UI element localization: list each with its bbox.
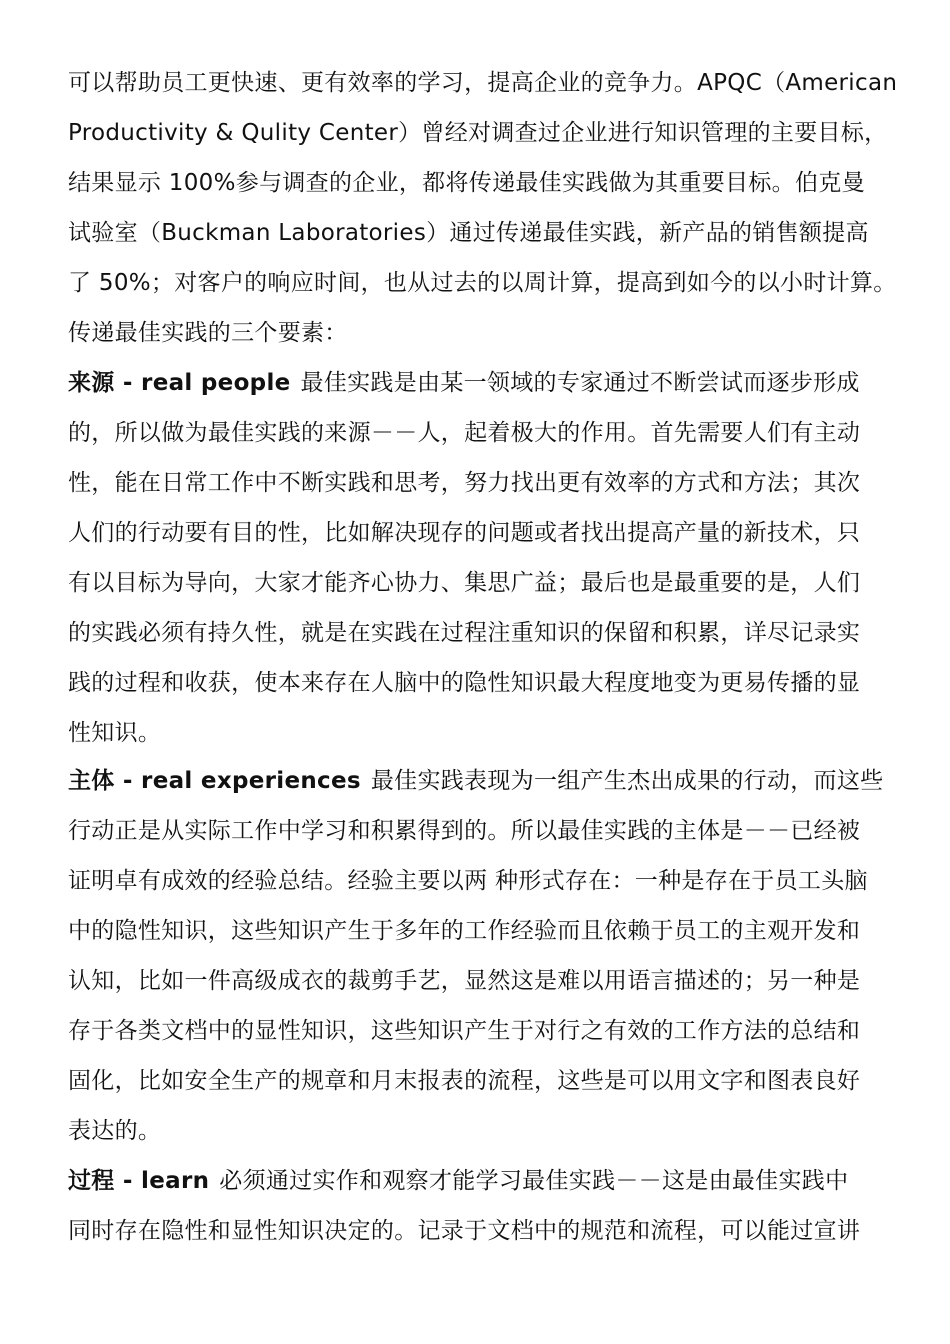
text-line: 认知，比如一件高级成衣的裁剪手艺，显然这是难以用语言描述的；另一种是 <box>68 968 861 994</box>
text-line: 传递最佳实践的三个要素： <box>68 320 348 346</box>
text-line: 结果显示 100%参与调查的企业，都将传递最佳实践做为其重要目标。伯克曼 <box>68 170 865 196</box>
text-line: 性，能在日常工作中不断实践和思考，努力找出更有效率的方式和方法；其次 <box>68 470 861 496</box>
section-text: 最佳实践表现为一组产生杰出成果的行动，而这些 <box>370 768 884 794</box>
section-term: 过程 - learn <box>68 1168 210 1194</box>
section-process-first-line <box>68 1164 848 1198</box>
section-text: 最佳实践是由某一领域的专家通过不断尝试而逐步形成 <box>300 370 860 396</box>
text-line: 存于各类文档中的显性知识，这些知识产生于对行之有效的工作方法的总结和 <box>68 1018 861 1044</box>
section-term: 主体 - real experiences <box>68 768 361 794</box>
text-line: 同时存在隐性和显性知识决定的。记录于文档中的规范和流程，可以能过宣讲 <box>68 1218 861 1244</box>
text-line: 人们的行动要有目的性，比如解决现存的问题或者找出提高产量的新技术，只 <box>68 520 861 546</box>
section-subject-first-line <box>68 764 883 798</box>
text-line: 固化，比如安全生产的规章和月末报表的流程，这些是可以用文字和图表良好 <box>68 1068 861 1094</box>
text-line: 证明卓有成效的经验总结。经验主要以两 种形式存在：一种是存在于员工头脑 <box>68 868 868 894</box>
text-line: 的，所以做为最佳实践的来源－－人，起着极大的作用。首先需要人们有主动 <box>68 420 861 446</box>
text-line: Productivity & Qulity Center）曾经对调查过企业进行知识管理的主要目标， <box>68 120 888 146</box>
text-line: 可以帮助员工更快速、更有效率的学习，提高企业的竞争力。APQC（American <box>68 70 898 96</box>
text-line: 了 50%；对客户的响应时间，也从过去的以周计算，提高到如今的以小时计算。 <box>68 270 897 296</box>
text-line: 行动正是从实际工作中学习和积累得到的。所以最佳实践的主体是－－已经被 <box>68 818 861 844</box>
text-line: 表达的。 <box>68 1118 162 1144</box>
text-line: 的实践必须有持久性，就是在实践在过程注重知识的保留和积累，详尽记录实 <box>68 620 861 646</box>
section-text: 必须通过实作和观察才能学习最佳实践－－这是由最佳实践中 <box>219 1168 849 1194</box>
text-line: 试验室（Buckman Laboratories）通过传递最佳实践，新产品的销售额提高 <box>68 220 869 246</box>
section-source-first-line <box>68 366 860 400</box>
text-line: 性知识。 <box>68 720 162 746</box>
text-line: 践的过程和收获，使本来存在人脑中的隐性知识最大程度地变为更易传播的显 <box>68 670 861 696</box>
text-line: 有以目标为导向，大家才能齐心协力、集思广益；最后也是最重要的是，人们 <box>68 570 861 596</box>
section-term: 来源 - real people <box>68 370 291 396</box>
text-line: 中的隐性知识，这些知识产生于多年的工作经验而且依赖于员工的主观开发和 <box>68 918 861 944</box>
